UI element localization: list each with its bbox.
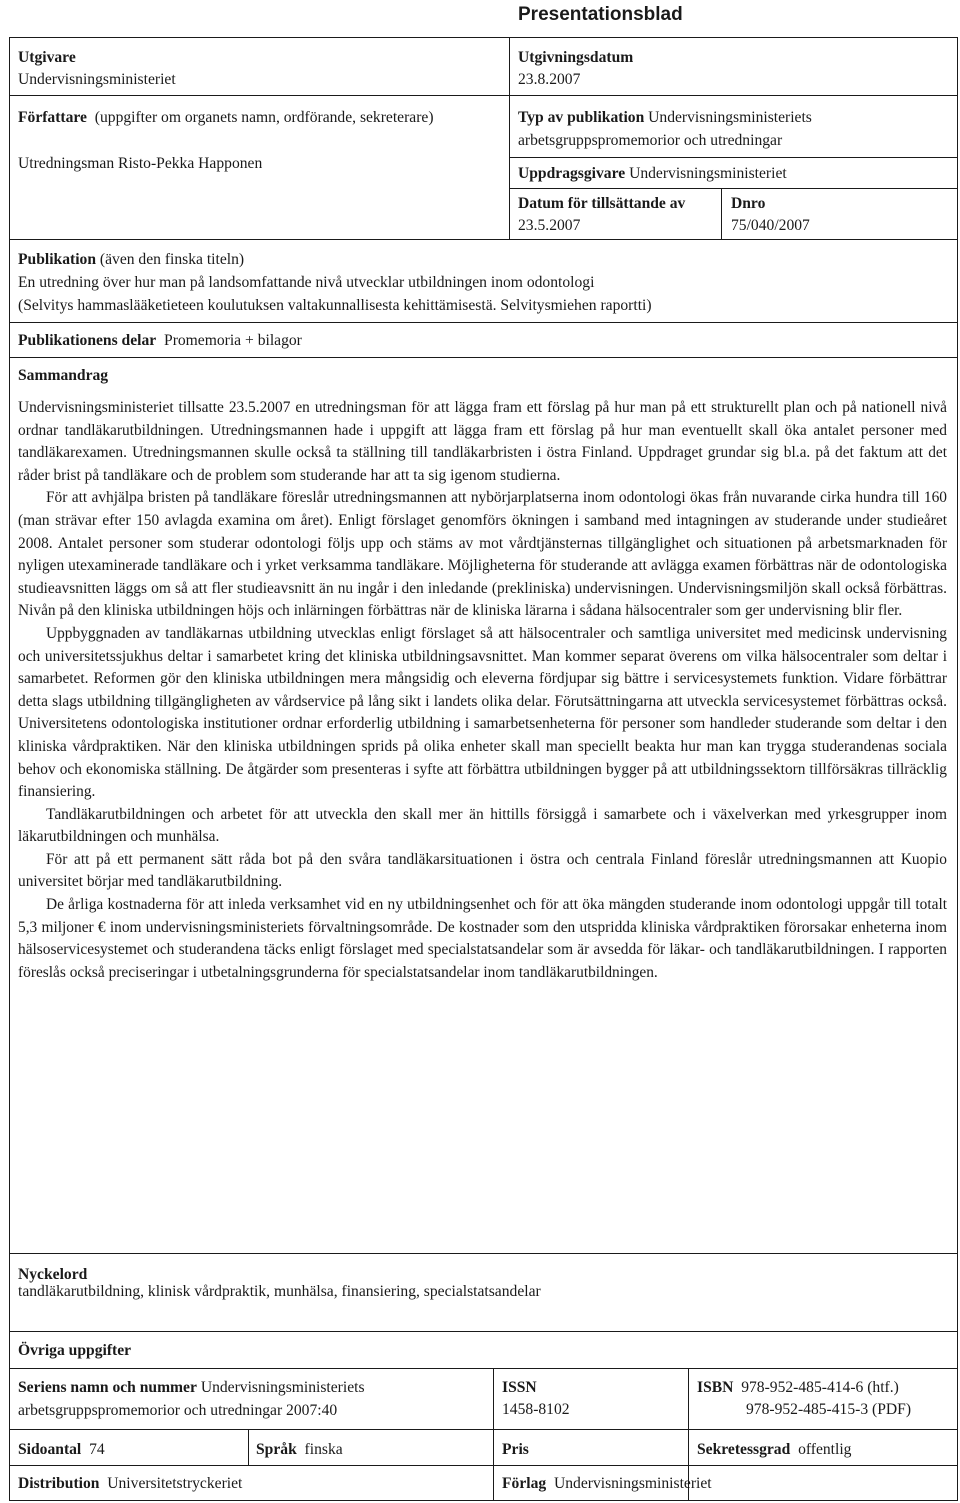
language-label: Språk: [256, 1441, 297, 1458]
publication-label: Publikation: [18, 251, 96, 268]
keywords-value: tandläkarutbildning, klinisk vårdpraktik, munhälsa, finansiering, specialstatsandelar: [18, 1283, 541, 1300]
isbn-value-2: 978-952-485-415-3 (PDF): [746, 1401, 912, 1418]
summary-paragraph: Tandläkarutbildningen och arbetet för att utveckla den skall mer än hittills försiggå i samarbete och i växelverkan med yrkesgrupper inom läkarutbildningen och munhälsa.: [18, 805, 947, 846]
distribution-label: Distribution: [18, 1475, 100, 1492]
divider-h-7: [9, 1368, 958, 1369]
divider-h-6: [9, 1331, 958, 1332]
summary-paragraph: För att på ett permanent sätt råda bot på den svåra tandläkarsituationen i östra och centrala Finland föreslår utredningsmannen att Kuopio universitet börjar med tandläkarutbildning.: [18, 850, 947, 891]
publication-hint: (även den finska titeln): [99, 251, 245, 268]
secrecy: [697, 1439, 851, 1462]
publication-title-line-2: (Selvitys hammaslääketieteen koulutuksen valtakunnallisesta kehittämisestä. Selvitysmiehen raportti): [18, 297, 652, 314]
publisher-house-label: Förlag: [502, 1475, 547, 1492]
publication-type: [518, 107, 948, 152]
page-count: [18, 1439, 105, 1462]
secrecy-label: Sekretessgrad: [697, 1441, 791, 1458]
commissioner: [518, 163, 787, 186]
page-count-label: Sidoantal: [18, 1441, 82, 1458]
authors-label: Författare: [18, 109, 87, 126]
commissioner-value: Undervisningsministeriet: [629, 165, 787, 182]
dnro-label: Dnro: [731, 195, 766, 212]
isbn-label: ISBN: [697, 1379, 734, 1396]
parts-label: Publikationens delar: [18, 332, 157, 349]
series-value-1: Undervisningsministeriets: [200, 1379, 365, 1396]
keywords-label: Nyckelord: [18, 1266, 88, 1283]
appointment-date-value: 23.5.2007: [518, 217, 581, 234]
isbn: [697, 1377, 899, 1400]
authors-value: Utredningsman Risto-Pekka Happonen: [18, 155, 263, 172]
series-label: Seriens namn och nummer: [18, 1379, 197, 1396]
divider-v-language: [248, 1429, 249, 1465]
commissioner-label: Uppdragsgivare: [518, 165, 626, 182]
divider-h-type: [509, 157, 958, 158]
frame-right: [957, 37, 958, 1501]
publisher-label: Utgivare: [18, 49, 76, 66]
page-count-value: 74: [89, 1441, 105, 1458]
divider-h-commissioner: [509, 188, 958, 189]
issn-label: ISSN: [502, 1379, 537, 1396]
release-date-value: 23.8.2007: [518, 71, 581, 88]
summary-label: Sammandrag: [18, 367, 109, 384]
summary-paragraph: Uppbyggnaden av tandläkarnas utbildning utvecklas enligt förslaget så att hälsocentraler och samtliga universitet med medicinsk undervisning och universitetssjukhus deltar i samarbetet kring det kliniska utbildningsavsnittet. Man kommer separat överens om vilka hälsocentraler som deltar i samarbetet. Reformen gör den kliniska utbildningen mera mångsidig och eleverna fördjupar sig bättre i servicesystemets funktion. Vidare förbättrar detta slags utbildning tillgängligheten av vårdservice på lång sikt i landets olika delar. Förutsättningarna att utveckla servicesystemet förbättras också. Universitetens odontologiska institutioner ordnar erforderlig utbildning i samarbetsenheterna för personer som handleder studerande som deltar i den kliniska vårdpraktiken. När den kliniska utbildningen sprids på olika enheter skall man speciellt beakta hur man kan trygga studerandenas sociala behov och ekonomiska ställning. De åtgärder som presenteras i syfte att förbättra utbildningen bygger på att utbildningssektorn tillförsäkras tillräcklig finansiering.: [18, 624, 947, 801]
publication-type-value-1: Undervisningsministeriets: [648, 109, 812, 126]
series: [18, 1377, 498, 1422]
secrecy-value: offentlig: [798, 1441, 852, 1458]
divider-v-top: [509, 37, 510, 239]
divider-h-1: [9, 95, 958, 96]
language: [256, 1439, 343, 1462]
publication-type-label: Typ av publikation: [518, 109, 645, 126]
form-title: Presentationsblad: [518, 4, 683, 25]
isbn-value-1: 978-952-485-414-6 (htf.): [741, 1379, 899, 1396]
frame-bottom: [9, 1500, 958, 1501]
issn-value: 1458-8102: [502, 1401, 570, 1418]
frame-left: [9, 37, 10, 1501]
publication-type-value-2: arbetsgruppspromemorior och utredningar: [518, 131, 783, 149]
summary-paragraph: För att avhjälpa bristen på tandläkare föreslår utredningsmannen att nybörjarplatserna inom odontologi ökas från nuvarande cirka hundra till 160 (man strävar efter 150 avlagda examina om året). Enligt förslaget genomförs ökningen i samband med intagningen av studerande under studieåret 2008. Antalet personer som studerar odontologi följs upp och stäms av mot vårdtjänsternas tillgänglighet och situationen på arbetsmarknaden för nyligen utexaminerade tandläkare och i yrket verksamma tandläkare. Möjligheterna för studerande att avlägga examen förbättras när de odontologiska studieavsnitten läggs om så att fler studieavsnitt än nu ingår i den inledande (prekliniska) undervisningen. Undervisningsmiljön skall också förbättras. Nivån på den kliniska utbildningen höjs och inlärningen förbättras när de kliniska lärarna i sådana hälsocentraler som ger undervisning blir fler.: [18, 489, 947, 620]
series-value-2: arbetsgruppspromemorior och utredningar 2007:40: [18, 1401, 338, 1419]
publication-title-line-1: En utredning över hur man på landsomfattande nivå utvecklar utbildningen inom odontologi: [18, 274, 595, 291]
divider-v-issn: [493, 1368, 494, 1501]
distribution: [18, 1473, 242, 1496]
parts: [18, 330, 302, 353]
publisher-house-value: Undervisningsministeriet: [553, 1475, 712, 1492]
publisher-house: [502, 1473, 712, 1496]
summary-body: [18, 397, 947, 984]
release-date-label: Utgivningsdatum: [518, 49, 634, 66]
other-info-label: Övriga uppgifter: [18, 1342, 132, 1359]
authors-header: [18, 107, 434, 130]
appointment-date-label: Datum för tillsättande av: [518, 195, 686, 212]
divider-h-2: [9, 239, 958, 240]
publication-header: [18, 249, 244, 272]
divider-h-9: [9, 1465, 958, 1466]
language-value: finska: [304, 1441, 343, 1458]
parts-value: Promemoria + bilagor: [164, 332, 302, 349]
summary-paragraph: De årliga kostnaderna för att inleda verksamhet vid en ny utbildningsenhet och för att öka mängden studerande inom odontologi uppgår till totalt 5,3 miljoner € inom undervisningsministeriets förvaltningsområde. De kostnader som den utspridda kliniska vårdpraktiken förorsakar enheterna inom hälsoservicesystemet och studerandena täcks enligt förslaget med specialstatsandelar som är avsedda för läkar- och tandläkarutbildningen. I rapporten föreslås också preciseringar i utbetalningsgrunderna för specialstatsandelar inom tandläkarutbildningen.: [18, 896, 947, 981]
divider-h-5: [9, 1253, 958, 1254]
dnro-value: 75/040/2007: [731, 217, 810, 234]
frame-top: [9, 37, 958, 38]
divider-h-8: [9, 1429, 958, 1430]
divider-h-3: [9, 322, 958, 323]
summary-paragraph: Undervisningsministeriet tillsatte 23.5.2007 en utredningsman för att lägga fram ett förslag på hur man på ett strukturellt plan och på nationell nivå ordnar tandläkarutbildningen. Utredningsmannen hade i uppgift att lägga fram ett förslag på hur man eventuellt skall öka antalet personer med tandläkarexamen. Utredningsmannen skulle också ta ställning till tandläkarbristen i östra Finland. Uppdraget grundar sig bl.a. på det faktum att det råder brist på tandläkare och de problem som studerande har att ta sig igenom studierna.: [18, 399, 947, 484]
divider-v-dnro: [721, 188, 722, 239]
price-label: Pris: [502, 1441, 529, 1458]
publisher-value: Undervisningsministeriet: [18, 71, 176, 88]
authors-hint: (uppgifter om organets namn, ordförande, sekreterare): [94, 109, 434, 126]
distribution-value: Universitetstryckeriet: [107, 1475, 243, 1492]
divider-h-4: [9, 357, 958, 358]
